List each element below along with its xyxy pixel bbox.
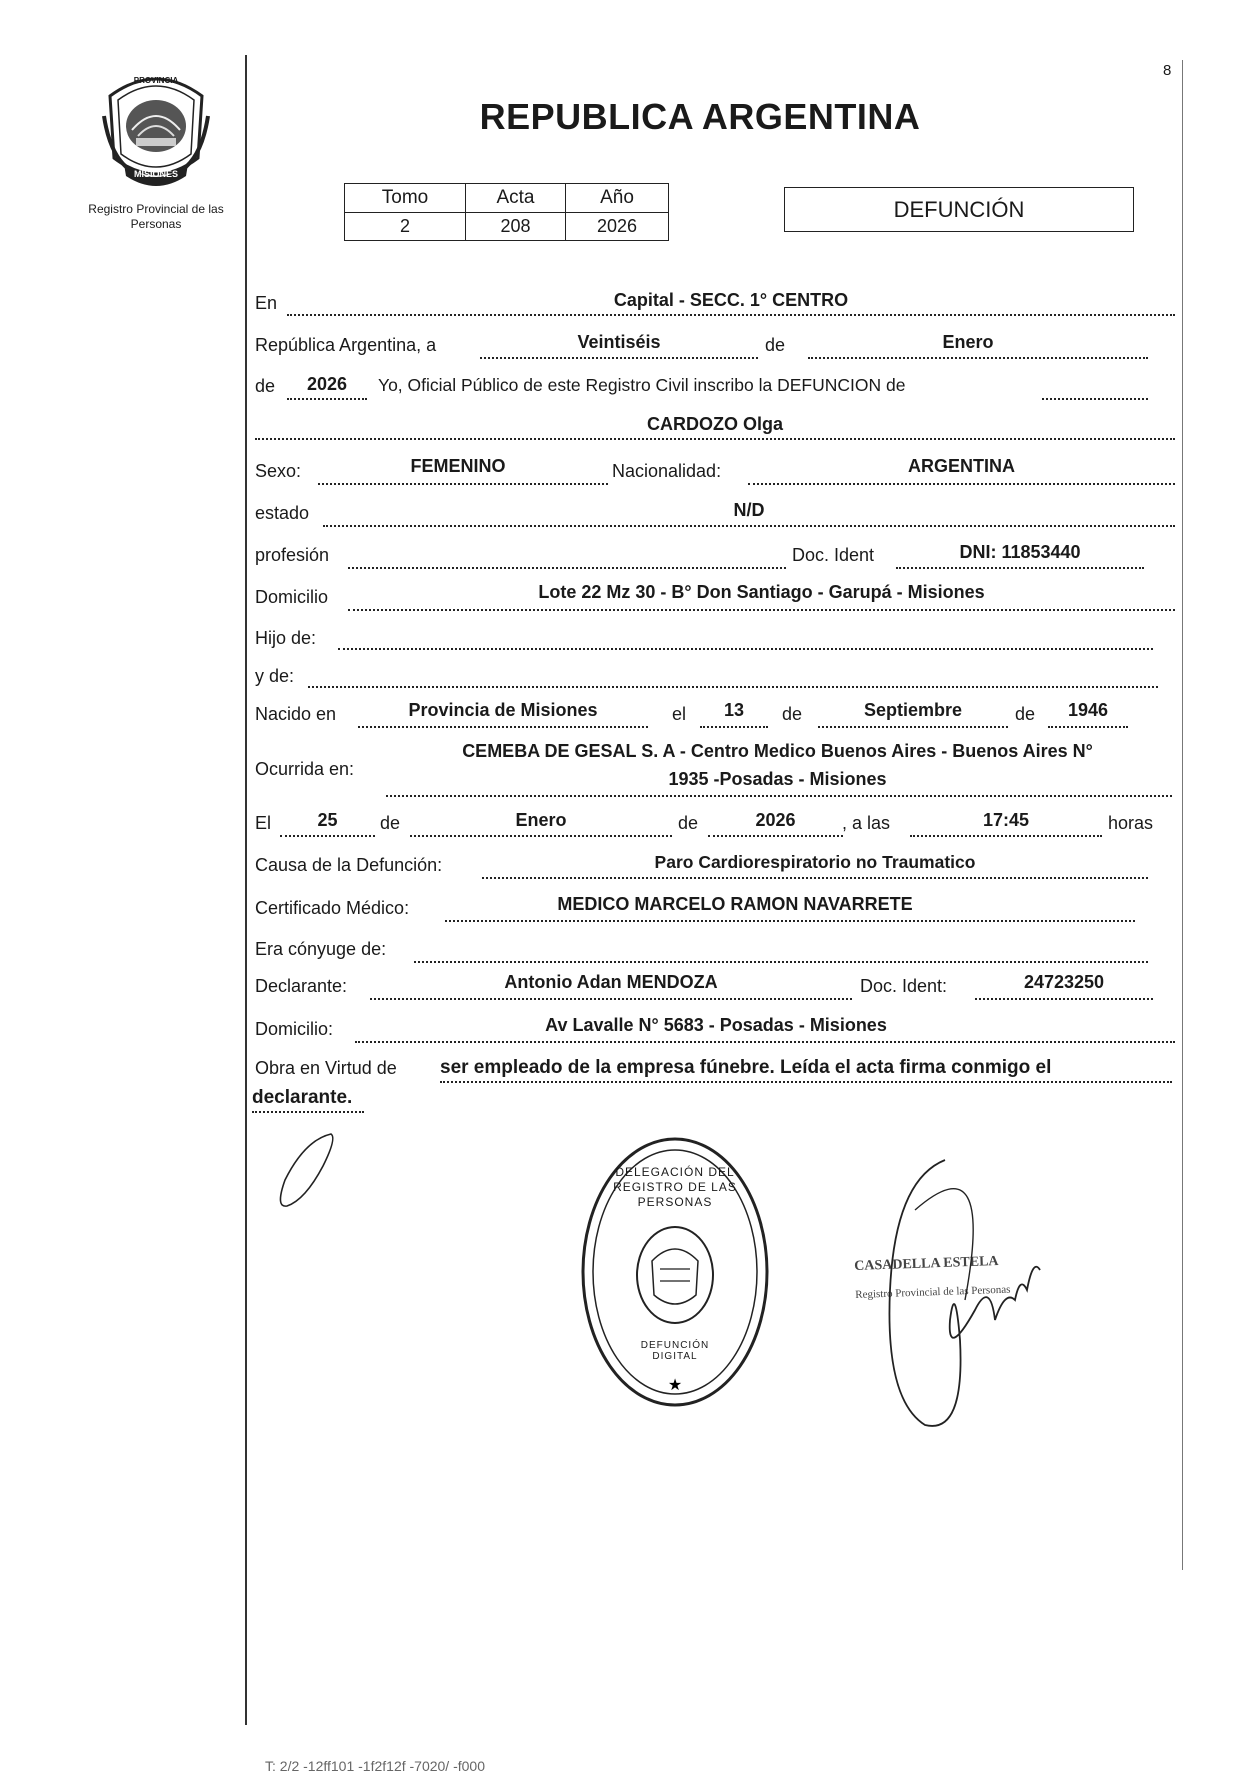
record-type-box: DEFUNCIÓN [784,187,1134,232]
province-emblem-logo [100,66,212,194]
left-margin-line [245,55,247,1725]
dots-declarante-doc [975,998,1153,1000]
dots-certificado [445,920,1135,922]
value-documento: DNI: 11853440 [959,542,1081,562]
label-hijo-de: Hijo de: [255,628,317,648]
label-certificado: Certificado Médico: [255,898,410,918]
dots-nac-anio [1048,726,1128,728]
emblem-top-text: PROVINCIA [133,76,179,85]
registry-table [344,183,669,241]
dots-mes [808,357,1148,359]
officer-stamp-name: CASADELLA ESTELA [854,1253,999,1275]
dots-anio [287,398,367,400]
value-def-hora: 17:45 [982,810,1030,830]
svg-text:★: ★ [667,1377,683,1394]
value-declarante-domicilio: Av Lavalle N° 5683 - Posadas - Misiones [545,1015,887,1035]
label-y-de: y de: [255,666,295,686]
dots-obra-1 [440,1081,1172,1083]
dots-nombre [255,438,1175,440]
dots-y-de [308,686,1158,688]
dots-def-hora [910,835,1102,837]
value-nacionalidad: ARGENTINA [908,456,1015,476]
label-a-las: , a las [842,813,891,833]
label-nacionalidad: Nacionalidad: [612,461,722,481]
value-anio: 2026 [306,374,348,394]
dots-obra-2 [252,1111,364,1113]
label-obra: Obra en Virtud de [255,1058,397,1078]
value-ocurrida-linea2: 1935 -Posadas - Misiones [668,769,887,789]
dots-nacido-en [358,726,648,728]
registry-value-row [345,213,669,241]
value-obra-linea1: ser empleado de la empresa fúnebre. Leída el acta firma conmigo el [440,1057,1052,1078]
label-conyuge: Era cónyuge de: [255,939,387,959]
label-de-nac-mes: de [782,704,803,724]
value-certificado: MEDICO MARCELO RAMON NAVARRETE [557,894,913,914]
label-el: el [672,704,687,724]
label-de-anio: de [255,376,276,396]
officer-stamp-office: Registro Provincial de las Personas [855,1283,1011,1302]
dots-inscribo-end [1042,398,1148,400]
dots-def-mes [410,835,672,837]
value-def-dia: 25 [317,810,338,830]
value-dia-letras: Veintiséis [577,332,661,352]
label-domicilio-2: Domicilio: [255,1019,334,1039]
value-obra-linea2: declarante. [252,1087,353,1108]
value-declarante-doc: 24723250 [1023,972,1105,992]
dots-ocurrida [386,795,1172,797]
value-ocurrida-linea1: CEMEBA DE GESAL S. A - Centro Medico Buenos Aires - Buenos Aires N° [462,741,1093,761]
dots-causa [482,877,1148,879]
official-seal-stamp [580,1135,770,1410]
dots-sexo [318,483,608,485]
dots-declarante [370,998,852,1000]
dots-dia [480,357,758,359]
value-lugar: Capital - SECC. 1° CENTRO [613,290,849,310]
label-domicilio: Domicilio [255,587,329,607]
label-de-mes: de [765,335,786,355]
dots-profesion [348,567,786,569]
value-nac-dia: 13 [723,700,745,720]
anio-value: 2026 [566,213,669,241]
acta-header: Acta [466,184,566,213]
dots-def-dia [280,835,375,837]
emblem-bottom-text: MISIONES [133,169,178,179]
seal-outer-text: DELEGACIÓN DEL REGISTRO DE LAS PERSONAS [613,1165,737,1209]
footer-code: T: 2/2 -12ff101 -1f2f12f -7020/ -f000 [265,1758,486,1774]
label-nacido-en: Nacido en [255,704,337,724]
dots-domicilio [348,609,1175,611]
label-doc-ident: Doc. Ident [792,545,875,565]
tomo-header: Tomo [345,184,466,213]
dots-documento [896,567,1144,569]
seal-inner-text: DEFUNCIÓN DIGITAL [640,1340,710,1362]
officer-signature [855,1150,1095,1430]
initials-scribble [265,1130,345,1215]
value-nac-anio: 1946 [1067,700,1109,720]
page-title: REPUBLICA ARGENTINA [479,96,921,137]
label-de-nac-anio: de [1015,704,1036,724]
value-mes: Enero [942,332,994,352]
value-nombre: CARDOZO Olga [646,414,783,434]
label-el-cap: El [255,813,272,833]
label-de-def-mes: de [380,813,401,833]
label-sexo: Sexo: [255,461,302,481]
dots-nacionalidad [748,483,1175,485]
value-nac-mes: Septiembre [863,700,963,720]
value-def-anio: 2026 [755,810,796,830]
value-domicilio: Lote 22 Mz 30 - B° Don Santiago - Garupá - Misiones [538,582,985,602]
value-sexo: FEMENINO [410,456,506,476]
dots-nac-mes [818,726,1008,728]
label-causa: Causa de la Defunción: [255,855,443,875]
page-number: 8 [1163,62,1172,79]
tomo-value: 2 [345,213,466,241]
value-causa: Paro Cardiorespiratorio no Traumatico [654,852,976,872]
label-republica-a: República Argentina, a [255,335,437,355]
dots-lugar [287,314,1175,316]
label-horas: horas [1108,813,1154,833]
label-inscribo: Yo, Oficial Público de este Registro Civil inscribo la DEFUNCION de [378,375,906,395]
acta-value: 208 [466,213,566,241]
label-declarante: Declarante: [255,976,348,996]
value-estado: N/D [733,500,765,520]
dots-estado [323,525,1175,527]
institution-caption: Registro Provincial de las Personas [88,202,224,231]
dots-nac-dia [700,726,768,728]
dots-hijo-de [338,648,1153,650]
value-nacido-en: Provincia de Misiones [408,700,598,720]
label-en: En [255,293,278,313]
dots-conyuge [414,961,1148,963]
dots-declarante-domicilio [355,1041,1175,1043]
value-declarante: Antonio Adan MENDOZA [504,972,718,992]
right-margin-line [1182,60,1183,1570]
label-doc-ident-2: Doc. Ident: [860,976,948,996]
label-de-def-anio: de [678,813,699,833]
label-estado: estado [255,503,310,523]
label-ocurrida-en: Ocurrida en: [255,759,355,779]
dots-def-anio [708,835,843,837]
anio-header: Año [566,184,669,213]
registry-header-row [345,184,669,213]
label-profesion: profesión [255,545,330,565]
value-def-mes: Enero [515,810,567,830]
